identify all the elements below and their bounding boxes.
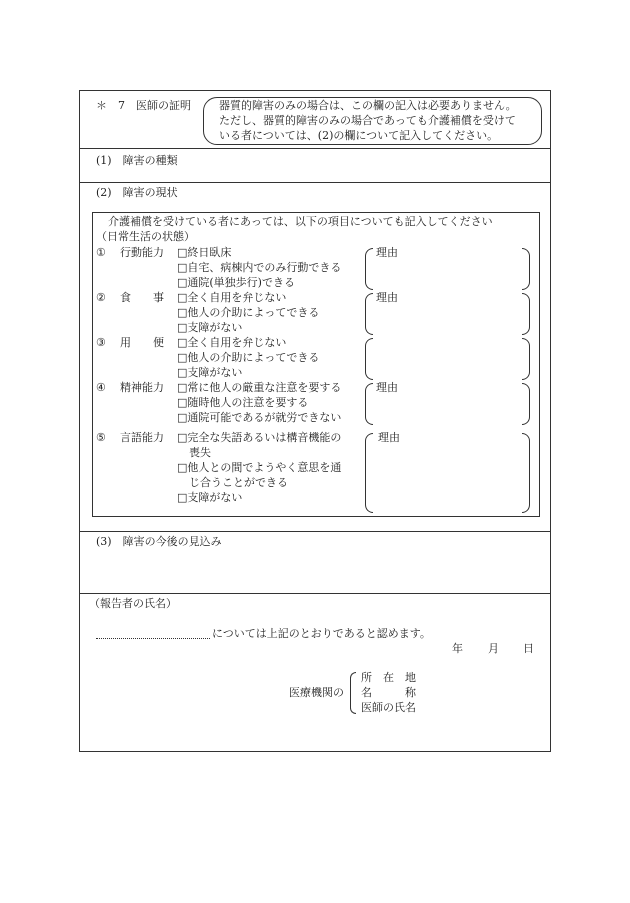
checkbox-option[interactable]: □全く自用を弁じない [177, 336, 287, 349]
reason-bracket-right [522, 248, 530, 290]
item-number: ① [96, 246, 106, 259]
checkbox-option[interactable]: □支障がない [177, 321, 243, 334]
item-label: 用 便 [120, 336, 164, 349]
checkbox-option[interactable]: □常に他人の厳重な注意を要する [177, 381, 342, 394]
item-label: ＊ 7 医師の証明 [96, 99, 191, 112]
reason-field[interactable] [374, 397, 520, 423]
institution-label: 医療機関の [289, 686, 344, 699]
divider [79, 593, 551, 594]
reason-bracket-left [365, 293, 373, 335]
checkbox-option[interactable]: □完全な失語あるいは構音機能の [177, 431, 342, 444]
section1-title: (1) 障害の種類 [96, 154, 178, 167]
item-number: ② [96, 291, 106, 304]
checkbox-option-continued: じ合うことができる [189, 476, 288, 489]
section3-title: (3) 障害の今後の見込み [96, 535, 222, 548]
reason-bracket-left [365, 338, 373, 380]
checkbox-option[interactable]: □通院(単独歩行)できる [177, 276, 295, 289]
note-line-2: ただし、器質的障害のみの場合であっても介護補償を受けて [219, 114, 516, 127]
item-number: ③ [96, 336, 106, 349]
doctor-name-label: 医師の氏名 [361, 701, 416, 714]
reporter-name-field[interactable] [96, 638, 210, 639]
reason-bracket-right [522, 293, 530, 335]
reason-bracket-right [522, 383, 530, 425]
checkbox-option[interactable]: □支障がない [177, 491, 243, 504]
reason-field[interactable] [374, 262, 520, 288]
disability-type-field[interactable] [80, 168, 550, 182]
reason-label: 理由 [376, 246, 398, 259]
item-label: 食 事 [120, 291, 164, 304]
date-year: 年 [452, 642, 463, 655]
checkbox-option[interactable]: □他人の介助によってできる [177, 306, 320, 319]
reason-bracket-right [522, 338, 530, 380]
reason-label: 理由 [376, 381, 398, 394]
reason-bracket-right [522, 433, 530, 513]
item-label: 言語能力 [120, 431, 164, 444]
divider [79, 148, 551, 149]
note-line-1: 器質的障害のみの場合は、この欄の記入は必要ありません。 [219, 99, 517, 112]
reason-bracket-left [365, 383, 373, 425]
item-label: 精神能力 [120, 381, 164, 394]
checkbox-option[interactable]: □全く自用を弁じない [177, 291, 287, 304]
checkbox-option[interactable]: □他人の介助によってできる [177, 351, 320, 364]
divider [79, 182, 551, 183]
reason-bracket-left [365, 248, 373, 290]
institution-address-field[interactable] [430, 671, 545, 685]
prognosis-field[interactable] [80, 552, 550, 590]
checkbox-option[interactable]: □支障がない [177, 366, 243, 379]
reason-bracket-left [365, 433, 373, 513]
checkbox-option-continued: 喪失 [189, 446, 211, 459]
reporter-title: （報告者の氏名） [89, 597, 177, 610]
box-instruction: 介護補償を受けている者にあっては、以下の項目についても記入してください [108, 215, 493, 228]
institution-brace [350, 672, 356, 714]
reason-label: 理由 [378, 431, 400, 444]
reason-field[interactable] [374, 340, 520, 378]
reason-label: 理由 [376, 291, 398, 304]
box-subtitle: （日常生活の状態） [96, 230, 195, 243]
item-number: ⑤ [96, 431, 106, 444]
section2-title: (2) 障害の現状 [96, 186, 178, 199]
date-month: 月 [488, 642, 499, 655]
item-label: 行動能力 [120, 246, 164, 259]
checkbox-option[interactable]: □随時他人の注意を要する [177, 396, 309, 409]
checkbox-option[interactable]: □終日臥床 [177, 246, 232, 259]
checkbox-option[interactable]: □自宅、病棟内でのみ行動できる [177, 261, 342, 274]
institution-name-field[interactable] [430, 686, 545, 700]
reason-field[interactable] [374, 307, 520, 333]
item-number: ④ [96, 381, 106, 394]
note-line-3: いる者については、(2)の欄について記入してください。 [219, 129, 499, 142]
certify-text: については上記のとおりであると認めます。 [212, 627, 431, 640]
doctor-name-field[interactable] [430, 701, 545, 715]
divider [79, 531, 551, 532]
date-day: 日 [523, 642, 534, 655]
checkbox-option[interactable]: □通院可能であるが就労できない [177, 411, 342, 424]
institution-name-label: 名 称 [361, 686, 416, 699]
institution-address-label: 所 在 地 [361, 671, 416, 684]
checkbox-option[interactable]: □他人との間でようやく意思を通 [177, 461, 342, 474]
reason-field[interactable] [374, 447, 520, 511]
